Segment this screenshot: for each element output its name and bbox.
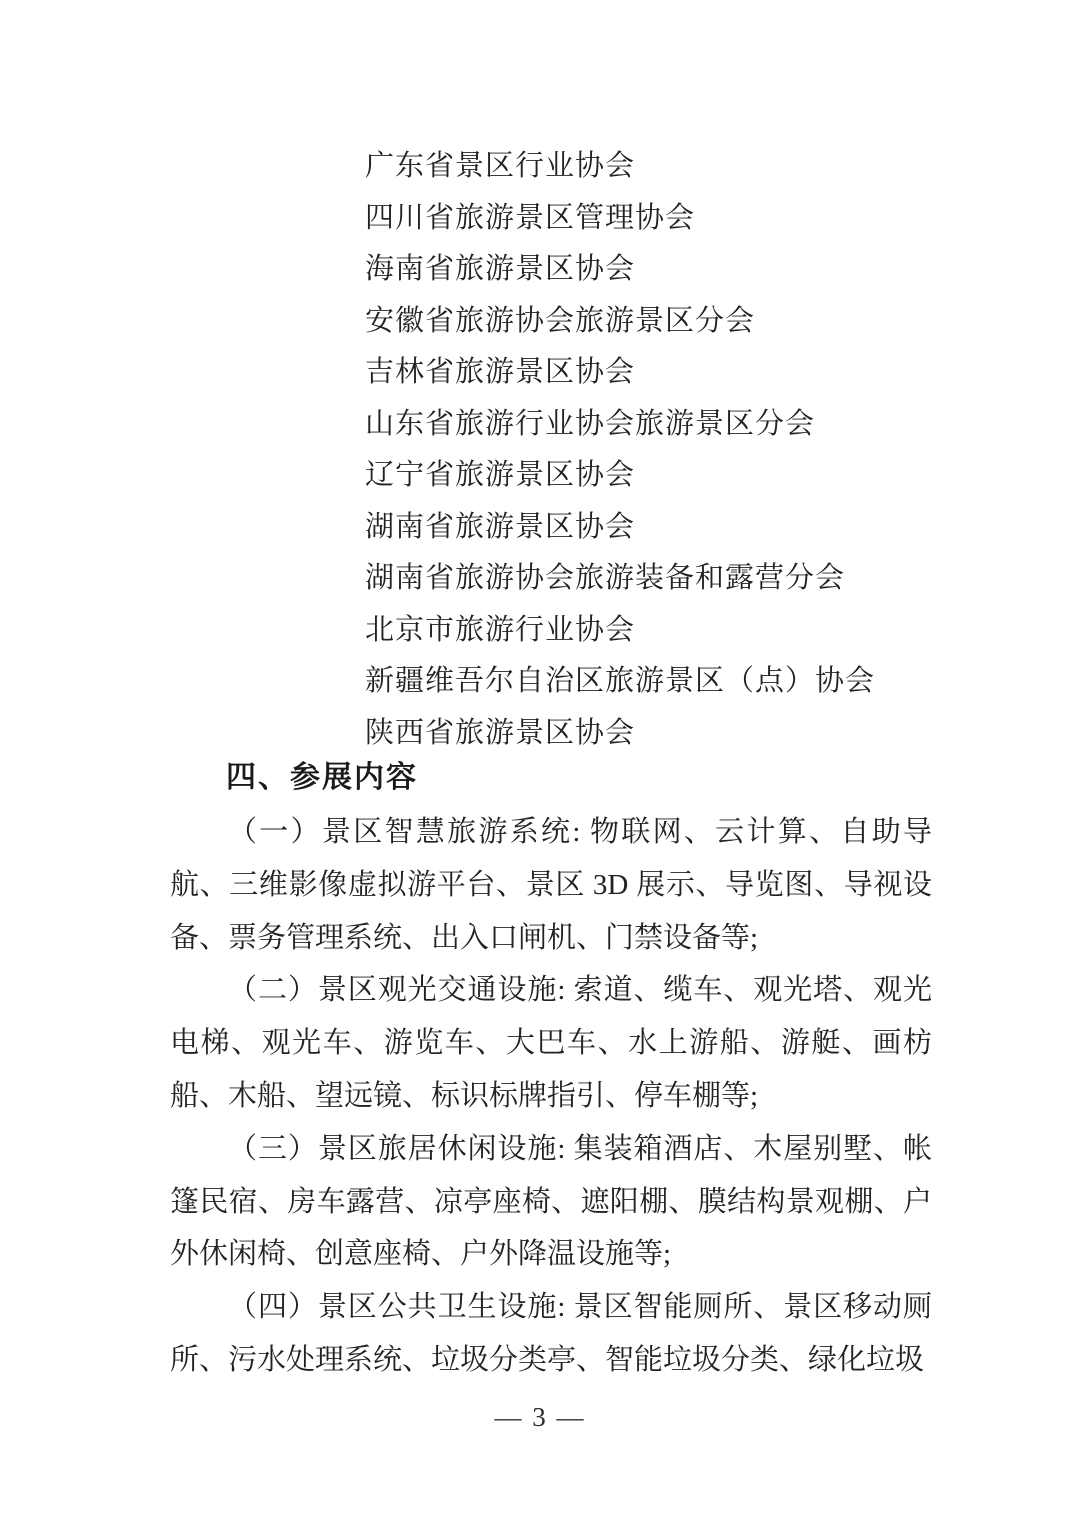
association-item: 湖南省旅游协会旅游装备和露营分会 [365, 562, 846, 594]
association-item: 吉林省旅游景区协会 [365, 356, 636, 388]
page-number: — 3 — [494, 1402, 586, 1432]
association-item: 北京市旅游行业协会 [365, 613, 636, 646]
association-list [365, 141, 875, 759]
association-item: 陕西省旅游景区协会 [365, 716, 636, 749]
association-item: 湖南省旅游景区协会 [365, 510, 636, 543]
association-item: 安徽省旅游协会旅游景区分会 [365, 304, 756, 337]
section-paragraphs [170, 806, 932, 1387]
association-item: 新疆维吾尔自治区旅游景区（点）协会 [365, 665, 876, 697]
association-item: 海南省旅游景区协会 [365, 253, 636, 285]
paragraph: （二）景区观光交通设施: 索道、缆车、观光塔、观光电梯、观光车、游览车、大巴车、水上游船、游艇、画枋船、木船、望远镜、标识标牌指引、停车棚等; [170, 974, 932, 1112]
association-item: 山东省旅游行业协会旅游景区分会 [365, 407, 816, 440]
association-item: 广东省景区行业协会 [365, 150, 636, 182]
paragraph: （三）景区旅居休闲设施: 集装箱酒店、木屋别墅、帐篷民宿、房车露营、凉亭座椅、遮阳棚、膜结构景观棚、户外休闲椅、创意座椅、户外降温设施等; [170, 1132, 932, 1271]
page-footer [0, 1402, 1080, 1433]
section-heading: 四、参展内容 [226, 761, 418, 794]
association-item: 辽宁省旅游景区协会 [365, 459, 636, 491]
association-item: 四川省旅游景区管理协会 [365, 201, 696, 234]
paragraph: （一）景区智慧旅游系统: 物联网、云计算、自助导航、三维影像虚拟游平台、景区 3D 展示、导览图、导视设备、票务管理系统、出入口闸机、门禁设备等; [170, 816, 932, 954]
paragraph: （四）景区公共卫生设施: 景区智能厕所、景区移动厕所、污水处理系统、垃圾分类亭、智能垃圾分类、绿化垃圾 [170, 1291, 932, 1376]
